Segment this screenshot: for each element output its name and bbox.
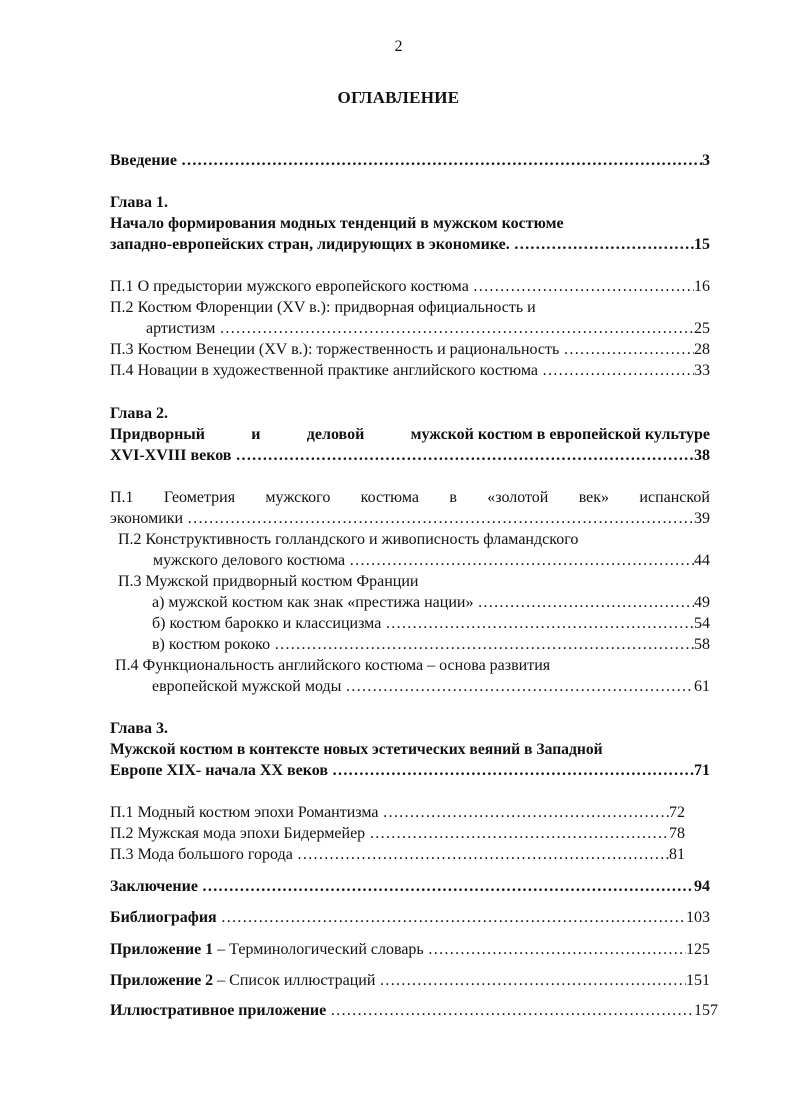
- item-page: 72: [669, 804, 685, 821]
- chapter-1-items: [110, 276, 710, 381]
- bibliography-page: 103: [686, 909, 710, 926]
- item-text-cont: мужского делового костюма ………………………………………………………………………………………………………………………………………………: [153, 550, 694, 571]
- word: «золотой: [487, 489, 549, 506]
- item-text: Костюм Флоренции (XV в.): придворная официальность и: [137, 299, 536, 316]
- toc-illustrative: [110, 1000, 718, 1021]
- appendix-1-label: Приложение 1: [110, 941, 214, 958]
- chapter-3-items: [110, 802, 710, 865]
- toc-subitem: [110, 634, 710, 655]
- word: век»: [578, 489, 610, 506]
- item-text: Мода большого города: [137, 846, 293, 863]
- appendix-2-label: Приложение 2: [110, 972, 214, 989]
- subitem-text: а) мужской костюм как знак «престижа нации» ………………………………………………………………………………………………………………………………………………: [152, 592, 694, 613]
- page-number: 2: [394, 38, 403, 55]
- word: костюма: [360, 489, 419, 506]
- illustrative-label: Иллюстративное приложение: [110, 1002, 327, 1019]
- word: в: [449, 489, 457, 506]
- toc-item: П.4 Функциональность английского костюма – основа развития: [115, 657, 551, 674]
- word: мужской костюм в европейской культуре: [410, 426, 710, 443]
- toc-bibliography: [110, 907, 710, 928]
- chapter-1-title-line2: западно-европейских стран, лидирующих в экономике. ………………………………………………………………………………………………………………………………………………: [110, 234, 694, 255]
- chapter-1-page: 15: [694, 236, 710, 253]
- toc-item-continuation: [110, 676, 710, 697]
- appendix-2-rest: – Список иллюстраций: [213, 972, 376, 989]
- word: Придворный: [110, 426, 206, 443]
- item-text: Модный костюм эпохи Романтизма: [137, 804, 379, 821]
- toc-item: [110, 802, 685, 823]
- item-page: 78: [669, 825, 685, 842]
- page-title: ОГЛАВЛЕНИЕ: [337, 88, 460, 107]
- toc-subitem: [110, 592, 710, 613]
- item-number: П.1: [110, 804, 134, 821]
- toc-intro: [110, 150, 710, 171]
- item-page: 16: [694, 278, 710, 295]
- item-number: П.3: [110, 341, 134, 358]
- toc-item: [110, 844, 685, 865]
- subitem-text: б) костюм барокко и классицизма ………………………………………………………………………………………………………………………………………………: [152, 613, 694, 634]
- chapter-2-title-line1: [110, 424, 710, 445]
- toc-item-continuation: [110, 550, 710, 571]
- toc-subitem: [110, 613, 710, 634]
- chapter-1-title-line1: Начало формирования модных тенденций в мужском костюме: [110, 215, 564, 232]
- item-page: 81: [669, 846, 685, 863]
- item-page: 39: [694, 510, 710, 527]
- bibliography-label: Библиография: [110, 909, 217, 926]
- toc-item-continuation: [110, 508, 710, 529]
- item-number: П.1: [110, 278, 134, 295]
- subitem-page: 54: [694, 615, 710, 632]
- toc-appendix-1: [110, 939, 710, 960]
- item-page: 25: [694, 320, 710, 337]
- toc-appendix-2: [110, 970, 710, 991]
- chapter-2-heading: Глава 2.: [110, 405, 168, 422]
- toc-item: [110, 339, 710, 360]
- toc-item-continuation: [110, 318, 710, 339]
- toc-item: [110, 276, 710, 297]
- toc-conclusion: [110, 876, 710, 897]
- conclusion-label: Заключение ………………………………………………………………………………………………………………………………………………: [110, 876, 694, 897]
- chapter-3-title-line2: Европе XIX- начала XX веков ………………………………………………………………………………………………………………………………………………: [110, 760, 694, 781]
- appendix-1-page: 125: [686, 941, 710, 958]
- item-text-cont: экономики ………………………………………………………………………………………………………………………………………………: [110, 508, 694, 529]
- illustrative-page: 157: [694, 1002, 718, 1019]
- chapter-2-title-line2: XVI-XVIII веков ………………………………………………………………………………………………………………………………………………: [110, 445, 694, 466]
- item-text-cont: артистизм ………………………………………………………………………………………………………………………………………………: [146, 318, 694, 339]
- item-text-cont: европейской мужской моды ………………………………………………………………………………………………………………………………………………: [152, 676, 694, 697]
- item-text: О предыстории мужского европейского костюма: [137, 278, 469, 295]
- chapter-1-heading: Глава 1.: [110, 194, 168, 211]
- toc-item: [110, 360, 710, 381]
- item-number: П.1: [110, 489, 134, 506]
- appendix-1-rest: – Терминологический словарь: [213, 941, 424, 958]
- toc-item: П.2 Конструктивность голландского и живописность фламандского: [118, 531, 579, 548]
- item-text: Костюм Венеции (XV в.): торжественность и рациональность: [137, 341, 560, 358]
- item-text: Новации в художественной практике английского костюма: [137, 362, 538, 379]
- word: мужского: [265, 489, 331, 506]
- subitem-page: 58: [694, 636, 710, 653]
- toc-chapter-2: [110, 403, 710, 466]
- chapter-3-title-line1: Мужской костюм в контексте новых эстетических веяний в Западной: [110, 741, 603, 758]
- toc-item: [110, 823, 685, 844]
- chapter-2-items: [110, 487, 710, 697]
- toc-intro-page: 3: [702, 152, 710, 169]
- item-page: 44: [694, 552, 710, 569]
- subitem-text: в) костюм рококо ………………………………………………………………………………………………………………………………………………: [152, 634, 694, 655]
- toc-item: П.3 Мужской придворный костюм Франции: [118, 573, 419, 590]
- item-number: П.3: [110, 846, 134, 863]
- item-number: П.2: [110, 299, 134, 316]
- item-page: 61: [694, 678, 710, 695]
- item-page: 33: [694, 362, 710, 379]
- chapter-3-heading: Глава 3.: [110, 720, 168, 737]
- item-number: П.4: [110, 362, 134, 379]
- chapter-2-page: 38: [694, 447, 710, 464]
- toc-item: [110, 487, 710, 508]
- toc-item: [110, 297, 710, 318]
- word: и: [251, 426, 261, 443]
- item-text: Мужская мода эпохи Бидермейер: [137, 825, 366, 842]
- subitem-page: 49: [694, 594, 710, 611]
- item-number: П.2: [110, 825, 134, 842]
- item-page: 28: [694, 341, 710, 358]
- conclusion-page: 94: [694, 878, 710, 895]
- appendix-2-page: 151: [686, 972, 710, 989]
- word: деловой: [306, 426, 365, 443]
- word: Геометрия: [163, 489, 236, 506]
- toc-chapter-3: [110, 718, 710, 781]
- toc-intro-label: Введение ………………………………………………………………………………………………………………………………………………: [110, 150, 702, 171]
- chapter-3-page: 71: [694, 762, 710, 779]
- toc-chapter-1: [110, 192, 710, 255]
- word: испанской: [639, 489, 710, 506]
